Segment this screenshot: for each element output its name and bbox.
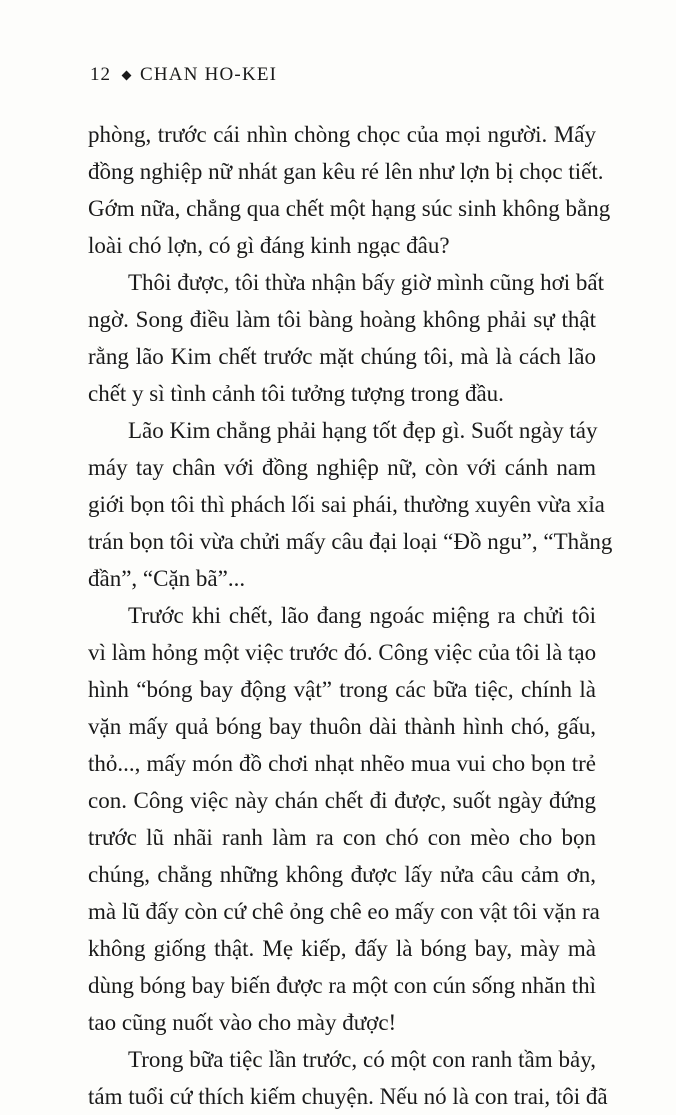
text-line: chết y sì tình cảnh tôi tưởng tượng trong đầu. xyxy=(88,381,504,406)
text-line: giới bọn tôi thì phách lối sai phái, thường xuyên vừa xỉa xyxy=(88,492,605,517)
text-line: máy tay chân với đồng nghiệp nữ, còn với cánh nam xyxy=(88,455,596,480)
text-line: Lão Kim chẳng phải hạng tốt đẹp gì. Suốt ngày táy xyxy=(128,418,598,443)
text-line: đồng nghiệp nữ nhát gan kêu ré lên như lợn bị chọc tiết. xyxy=(88,159,604,184)
text-line: không giống thật. Mẹ kiếp, đấy là bóng bay, mày mà xyxy=(88,936,596,961)
page-number: 12 xyxy=(90,64,111,85)
running-header xyxy=(90,64,277,86)
text-line: thỏ..., mấy món đồ chơi nhạt nhẽo mua vui cho bọn trẻ xyxy=(88,751,596,776)
text-line: rằng lão Kim chết trước mặt chúng tôi, mà là cách lão xyxy=(88,344,596,369)
text-line: dùng bóng bay biến được ra một con cún sống nhăn thì xyxy=(88,973,596,998)
text-line: ngờ. Song điều làm tôi bàng hoàng không phải sự thật xyxy=(88,307,596,332)
text-line: Trước khi chết, lão đang ngoác miệng ra chửi tôi xyxy=(128,603,596,628)
text-line: hình “bóng bay động vật” trong các bữa tiệc, chính là xyxy=(88,677,596,702)
text-line: chúng, chẳng những không được lấy nửa câu cảm ơn, xyxy=(88,862,596,887)
body-text xyxy=(88,116,613,1115)
text-line: Trong bữa tiệc lần trước, có một con ranh tầm bảy, xyxy=(128,1047,596,1072)
text-line: mà lũ đấy còn cứ chê ỏng chê eo mấy con vật tôi vặn ra xyxy=(88,899,600,924)
text-line: trước lũ nhãi ranh làm ra con chó con mèo cho bọn xyxy=(88,825,596,850)
text-line: trán bọn tôi vừa chửi mấy câu đại loại “Đồ ngu”, “Thằng xyxy=(88,529,613,554)
text-line: con. Công việc này chán chết đi được, suốt ngày đứng xyxy=(88,788,596,813)
text-line: vặn mấy quả bóng bay thuôn dài thành hình chó, gấu, xyxy=(88,714,596,739)
text-line: Gớm nữa, chẳng qua chết một hạng súc sinh không bằng xyxy=(88,196,611,221)
text-line: tao cũng nuốt vào cho mày được! xyxy=(88,1010,397,1035)
text-line: tám tuổi cứ thích kiếm chuyện. Nếu nó là con trai, tôi đã xyxy=(88,1084,608,1109)
text-line: đần”, “Cặn bã”... xyxy=(88,566,246,591)
author-name: CHAN HO-KEI xyxy=(140,64,278,85)
text-line: phòng, trước cái nhìn chòng chọc của mọi người. Mấy xyxy=(88,122,596,147)
diamond-bullet-icon xyxy=(122,70,132,80)
text-line: Thôi được, tôi thừa nhận bấy giờ mình cũng hơi bất xyxy=(128,270,604,295)
text-line: loài chó lợn, có gì đáng kinh ngạc đâu? xyxy=(88,233,450,258)
text-line: vì làm hỏng một việc trước đó. Công việc của tôi là tạo xyxy=(88,640,597,665)
